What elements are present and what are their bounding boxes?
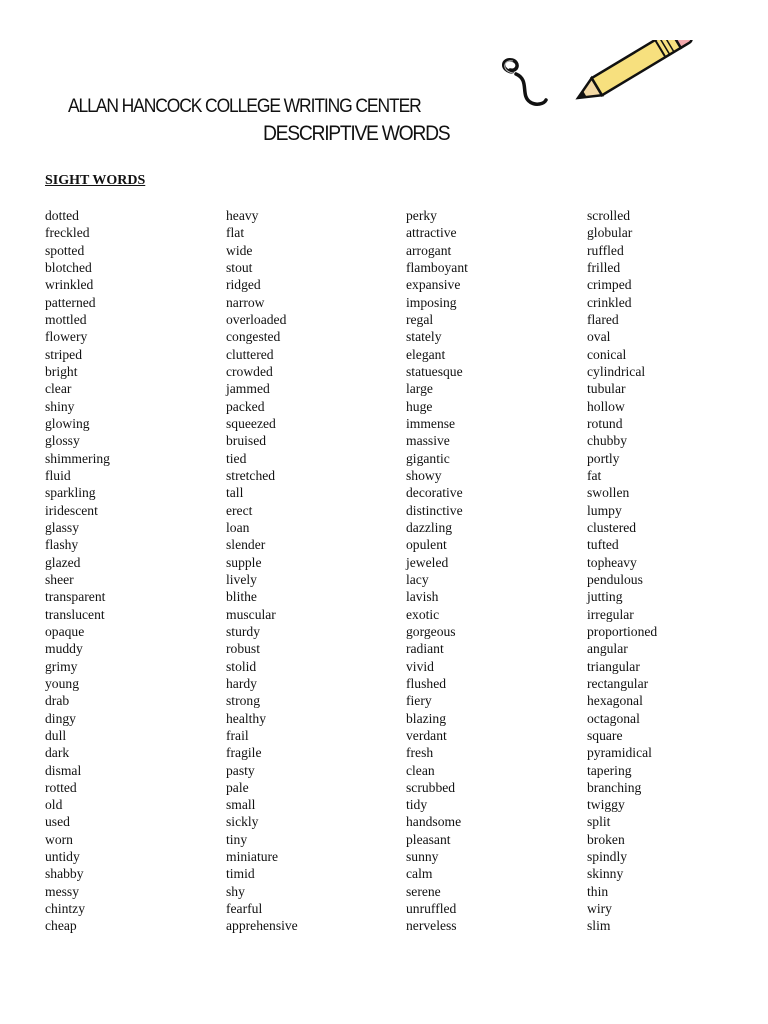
word-item: used: [45, 814, 70, 830]
word-item: clustered: [587, 519, 637, 535]
word-item: unruffled: [406, 901, 457, 917]
word-item: oval: [587, 329, 611, 345]
word-item: grimy: [45, 658, 78, 674]
word-item: lively: [226, 571, 257, 587]
word-item: handsome: [406, 814, 462, 830]
word-item: translucent: [45, 606, 105, 622]
word-item: blithe: [226, 589, 257, 605]
word-item: branching: [587, 779, 642, 795]
word-item: shimmering: [45, 450, 110, 466]
word-item: flowery: [45, 329, 88, 345]
word-item: stretched: [226, 467, 276, 483]
word-item: crimped: [587, 277, 632, 293]
word-item: pleasant: [406, 831, 451, 847]
word-item: narrow: [226, 294, 265, 310]
word-item: opulent: [406, 537, 447, 553]
word-item: flamboyant: [406, 259, 468, 275]
word-item: pyramidical: [587, 745, 652, 761]
word-item: muscular: [226, 606, 276, 622]
word-item: flat: [226, 225, 245, 241]
word-item: drab: [45, 693, 70, 709]
word-item: vivid: [406, 658, 434, 674]
word-item: spindly: [587, 849, 628, 865]
word-item: frail: [226, 727, 249, 743]
word-item: irregular: [587, 606, 634, 622]
word-item: calm: [406, 866, 433, 882]
word-item: expansive: [406, 277, 461, 293]
word-item: sturdy: [226, 623, 260, 639]
word-column-2: [226, 207, 298, 935]
word-item: apprehensive: [226, 918, 298, 934]
word-item: twiggy: [587, 797, 625, 813]
word-item: congested: [226, 329, 281, 345]
word-item: spotted: [45, 242, 85, 258]
word-item: striped: [45, 346, 82, 362]
word-item: tidy: [406, 797, 428, 813]
word-item: jutting: [587, 589, 623, 605]
word-item: fresh: [406, 745, 434, 761]
word-item: stately: [406, 329, 442, 345]
section-heading: SIGHT WORDS: [45, 173, 146, 188]
word-item: dazzling: [406, 519, 453, 535]
word-column-3: [406, 207, 468, 935]
word-item: glazed: [45, 554, 81, 570]
word-item: lavish: [406, 589, 439, 605]
word-item: perky: [406, 208, 437, 223]
word-item: tapering: [587, 762, 632, 778]
word-item: timid: [226, 866, 255, 882]
pencil-icon: [490, 40, 700, 120]
word-item: hexagonal: [587, 693, 643, 709]
word-item: slender: [226, 537, 266, 553]
word-item: clear: [45, 381, 72, 397]
word-item: split: [587, 814, 611, 830]
word-item: cluttered: [226, 346, 274, 362]
word-item: crinkled: [587, 294, 632, 310]
word-item: fat: [587, 467, 602, 483]
word-item: gigantic: [406, 450, 450, 466]
word-item: lacy: [406, 571, 429, 587]
word-item: broken: [587, 831, 625, 847]
document-title: ALLAN HANCOCK COLLEGE WRITING CENTER: [68, 96, 421, 117]
word-item: dull: [45, 727, 67, 743]
word-item: dismal: [45, 762, 82, 778]
word-item: distinctive: [406, 502, 463, 518]
word-item: rotund: [587, 415, 623, 431]
word-item: flashy: [45, 537, 79, 553]
word-item: verdant: [406, 727, 447, 743]
word-item: flushed: [406, 675, 447, 691]
word-item: arrogant: [406, 242, 452, 258]
word-item: loan: [226, 519, 250, 535]
word-item: bright: [45, 363, 78, 379]
word-item: messy: [45, 883, 79, 899]
word-item: rotted: [45, 779, 77, 795]
word-item: nerveless: [406, 918, 457, 934]
word-item: gorgeous: [406, 623, 456, 639]
word-item: chintzy: [45, 901, 86, 917]
word-item: elegant: [406, 346, 446, 362]
word-item: octagonal: [587, 710, 640, 726]
word-item: dotted: [45, 208, 79, 223]
word-item: large: [406, 381, 433, 397]
word-item: serene: [406, 883, 441, 899]
word-item: portly: [587, 450, 620, 466]
word-item: fearful: [226, 901, 263, 917]
word-item: pendulous: [587, 571, 643, 587]
word-item: cylindrical: [587, 363, 646, 379]
word-item: worn: [45, 831, 73, 847]
word-item: wrinkled: [45, 277, 94, 293]
word-item: jeweled: [406, 554, 449, 570]
word-item: lumpy: [587, 502, 622, 518]
word-item: robust: [226, 641, 260, 657]
word-item: pale: [226, 779, 249, 795]
word-item: cheap: [45, 918, 77, 934]
word-item: wide: [226, 242, 253, 258]
word-item: ridged: [226, 277, 261, 293]
word-item: dingy: [45, 710, 76, 726]
word-item: fluid: [45, 467, 71, 483]
word-item: tufted: [587, 537, 619, 553]
word-item: erect: [226, 502, 253, 518]
word-item: young: [45, 675, 79, 691]
word-item: tiny: [226, 831, 248, 847]
word-item: supple: [226, 554, 262, 570]
word-item: mottled: [45, 311, 87, 327]
word-item: conical: [587, 346, 627, 362]
word-item: topheavy: [587, 554, 637, 570]
word-item: wiry: [587, 901, 612, 917]
word-item: glossy: [45, 433, 80, 449]
word-item: square: [587, 727, 623, 743]
word-item: skinny: [587, 866, 624, 882]
word-item: scrolled: [587, 208, 631, 223]
word-item: flared: [587, 311, 619, 327]
word-item: globular: [587, 225, 633, 241]
word-item: muddy: [45, 641, 83, 657]
word-item: statuesque: [406, 363, 463, 379]
word-item: glowing: [45, 415, 90, 431]
word-item: hardy: [226, 675, 257, 691]
word-item: chubby: [587, 433, 628, 449]
word-item: squeezed: [226, 415, 276, 431]
word-item: shiny: [45, 398, 75, 414]
word-item: attractive: [406, 225, 457, 241]
word-item: swollen: [587, 485, 630, 501]
word-item: blazing: [406, 710, 447, 726]
word-column-1: [45, 207, 110, 935]
word-item: showy: [406, 467, 442, 483]
word-item: pasty: [226, 762, 255, 778]
word-item: crowded: [226, 363, 273, 379]
word-item: stolid: [226, 658, 257, 674]
word-item: scrubbed: [406, 779, 456, 795]
word-item: dark: [45, 745, 70, 761]
word-item: decorative: [406, 485, 463, 501]
word-item: old: [45, 797, 63, 813]
word-item: opaque: [45, 623, 85, 639]
word-item: patterned: [45, 294, 96, 310]
word-item: proportioned: [587, 623, 658, 639]
word-item: sparkling: [45, 485, 96, 501]
word-item: sunny: [406, 849, 439, 865]
word-item: shabby: [45, 866, 84, 882]
word-item: tall: [226, 485, 244, 501]
word-item: rectangular: [587, 675, 649, 691]
word-item: fiery: [406, 693, 432, 709]
word-item: transparent: [45, 589, 106, 605]
word-column-4: [587, 207, 657, 935]
word-item: slim: [587, 918, 611, 934]
word-item: thin: [587, 883, 609, 899]
word-item: overloaded: [226, 311, 287, 327]
word-item: tied: [226, 450, 247, 466]
word-item: tubular: [587, 381, 626, 397]
word-item: sickly: [226, 814, 259, 830]
word-item: miniature: [226, 849, 279, 865]
word-item: bruised: [226, 433, 267, 449]
word-item: regal: [406, 311, 434, 327]
word-item: blotched: [45, 259, 92, 275]
word-item: sheer: [45, 571, 74, 587]
word-item: imposing: [406, 294, 457, 310]
word-item: frilled: [587, 259, 621, 275]
word-item: stout: [226, 259, 253, 275]
word-item: fragile: [226, 745, 262, 761]
word-item: radiant: [406, 641, 444, 657]
word-item: massive: [406, 433, 450, 449]
word-item: untidy: [45, 849, 80, 865]
word-item: jammed: [226, 381, 270, 397]
word-item: exotic: [406, 606, 440, 622]
word-item: strong: [226, 693, 260, 709]
word-item: packed: [226, 398, 265, 414]
word-item: triangular: [587, 658, 640, 674]
word-item: glassy: [45, 519, 79, 535]
word-item: immense: [406, 415, 456, 431]
word-item: heavy: [226, 208, 259, 223]
document-subtitle: DESCRIPTIVE WORDS: [263, 122, 450, 145]
word-item: ruffled: [587, 242, 624, 258]
word-item: iridescent: [45, 502, 98, 518]
word-item: angular: [587, 641, 628, 657]
word-item: shy: [226, 883, 245, 899]
word-item: freckled: [45, 225, 90, 241]
word-item: hollow: [587, 398, 625, 414]
word-item: clean: [406, 762, 435, 778]
word-item: huge: [406, 398, 433, 414]
word-item: healthy: [226, 710, 267, 726]
word-item: small: [226, 797, 256, 813]
